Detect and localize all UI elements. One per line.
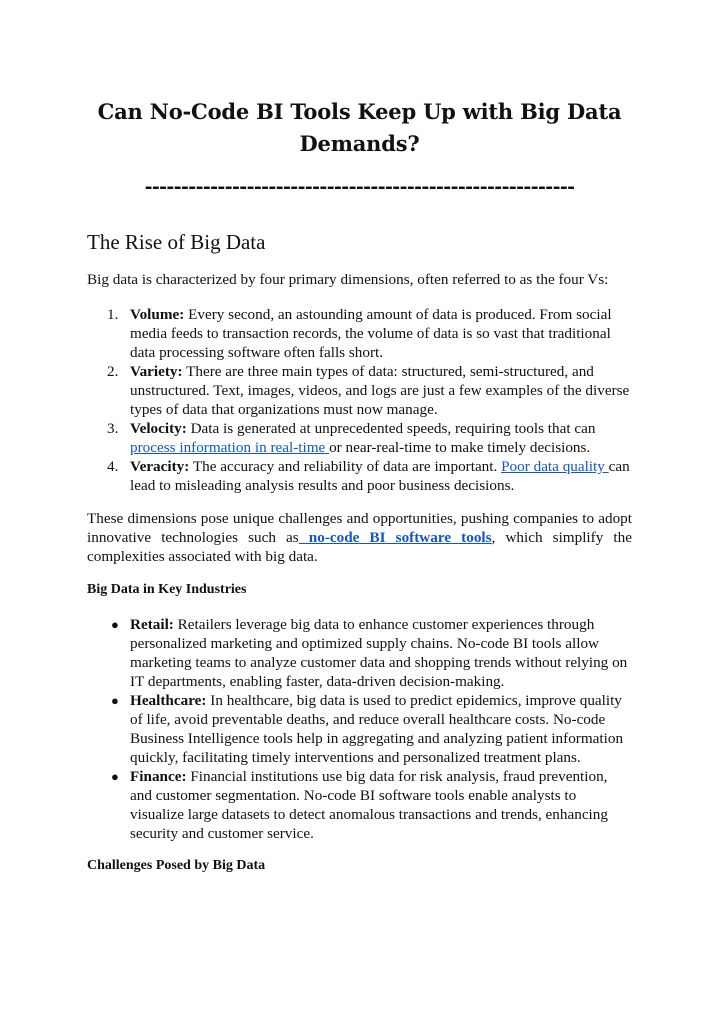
industry-label: Healthcare:	[130, 692, 207, 709]
document-page	[87, 96, 632, 875]
summary-text: , which simplify the complexities associated with big data.	[87, 529, 632, 565]
list-number: 1.	[107, 306, 119, 323]
bullet-icon: ●	[111, 769, 119, 784]
link-poor-data-quality[interactable]: Poor data quality	[501, 458, 609, 475]
list-number: 3.	[107, 420, 119, 437]
section-heading-key-industries: Big Data in Key Industries	[87, 582, 247, 597]
summary-paragraph	[87, 509, 632, 566]
list-item-veracity	[87, 457, 632, 495]
list-number: 4.	[107, 458, 119, 475]
list-item-healthcare	[87, 691, 632, 767]
section-heading-rise-of-big-data: The Rise of Big Data	[87, 230, 266, 254]
term-label: Volume:	[130, 306, 185, 323]
link-real-time-processing[interactable]: process information in real-time	[130, 439, 330, 456]
document-title: Can No-Code BI Tools Keep Up with Big Data Demands?	[97, 99, 622, 156]
summary-text: These dimensions pose unique challenges and opportunities, pushing companies to adopt innovative technologies such as	[87, 510, 632, 546]
term-text: Every second, an astounding amount of data is produced. From social media feeds to transaction records, the volume of data is so vast that traditional data processing software often falls short.	[130, 306, 612, 361]
industry-label: Retail:	[130, 616, 174, 633]
intro-paragraph: Big data is characterized by four primary dimensions, often referred to as the four Vs:	[87, 271, 609, 288]
industry-text: In healthcare, big data is used to predict epidemics, improve quality of life, avoid preventable deaths, and reduce overall healthcare costs. No-code Business Intelligence tools help in aggregating and analyzing patient information quickly, facilitating timely interventions and personalized treatment plans.	[130, 692, 624, 766]
section-heading-challenges: Challenges Posed by Big Data	[87, 858, 266, 873]
title-divider: -----------------------------------------------------------	[144, 176, 575, 198]
term-text: There are three main types of data: structured, semi-structured, and unstructured. Text, images, videos, and logs are just a few examples of the diverse types of data that organizations must now manage.	[130, 363, 630, 418]
list-item-retail	[87, 615, 632, 691]
industry-text: Financial institutions use big data for risk analysis, fraud prevention, and customer segmentation. No-code BI software tools enable analysts to visualize large datasets to detect anomalous transactions and trends, enhancing security and customer service.	[130, 768, 608, 842]
list-item-volume	[87, 305, 632, 362]
term-text: The accuracy and reliability of data are important.	[189, 458, 502, 475]
four-vs-list	[87, 305, 632, 495]
list-number: 2.	[107, 363, 119, 380]
list-item-variety	[87, 362, 632, 419]
list-item-velocity	[87, 419, 632, 457]
bullet-icon: ●	[111, 693, 119, 708]
industries-list	[87, 615, 632, 843]
list-item-finance	[87, 767, 632, 843]
link-no-code-bi-software-tools[interactable]: no-code BI software tools	[298, 529, 492, 546]
term-label: Velocity:	[130, 420, 187, 437]
term-text: can lead to misleading analysis results and poor business decisions.	[130, 458, 630, 494]
term-text: Data is generated at unprecedented speeds, requiring tools that can	[186, 420, 596, 437]
industry-label: Finance:	[130, 768, 187, 785]
industry-text: Retailers leverage big data to enhance customer experiences through personalized marketing and optimized supply chains. No-code BI tools allow marketing teams to analyze customer data and shopping trends without relying on IT departments, enabling faster, data-driven decision-making.	[130, 616, 628, 690]
term-label: Veracity:	[130, 458, 190, 475]
term-text: or near-real-time to make timely decisions.	[329, 439, 591, 456]
term-label: Variety:	[130, 363, 183, 380]
bullet-icon: ●	[111, 617, 119, 632]
